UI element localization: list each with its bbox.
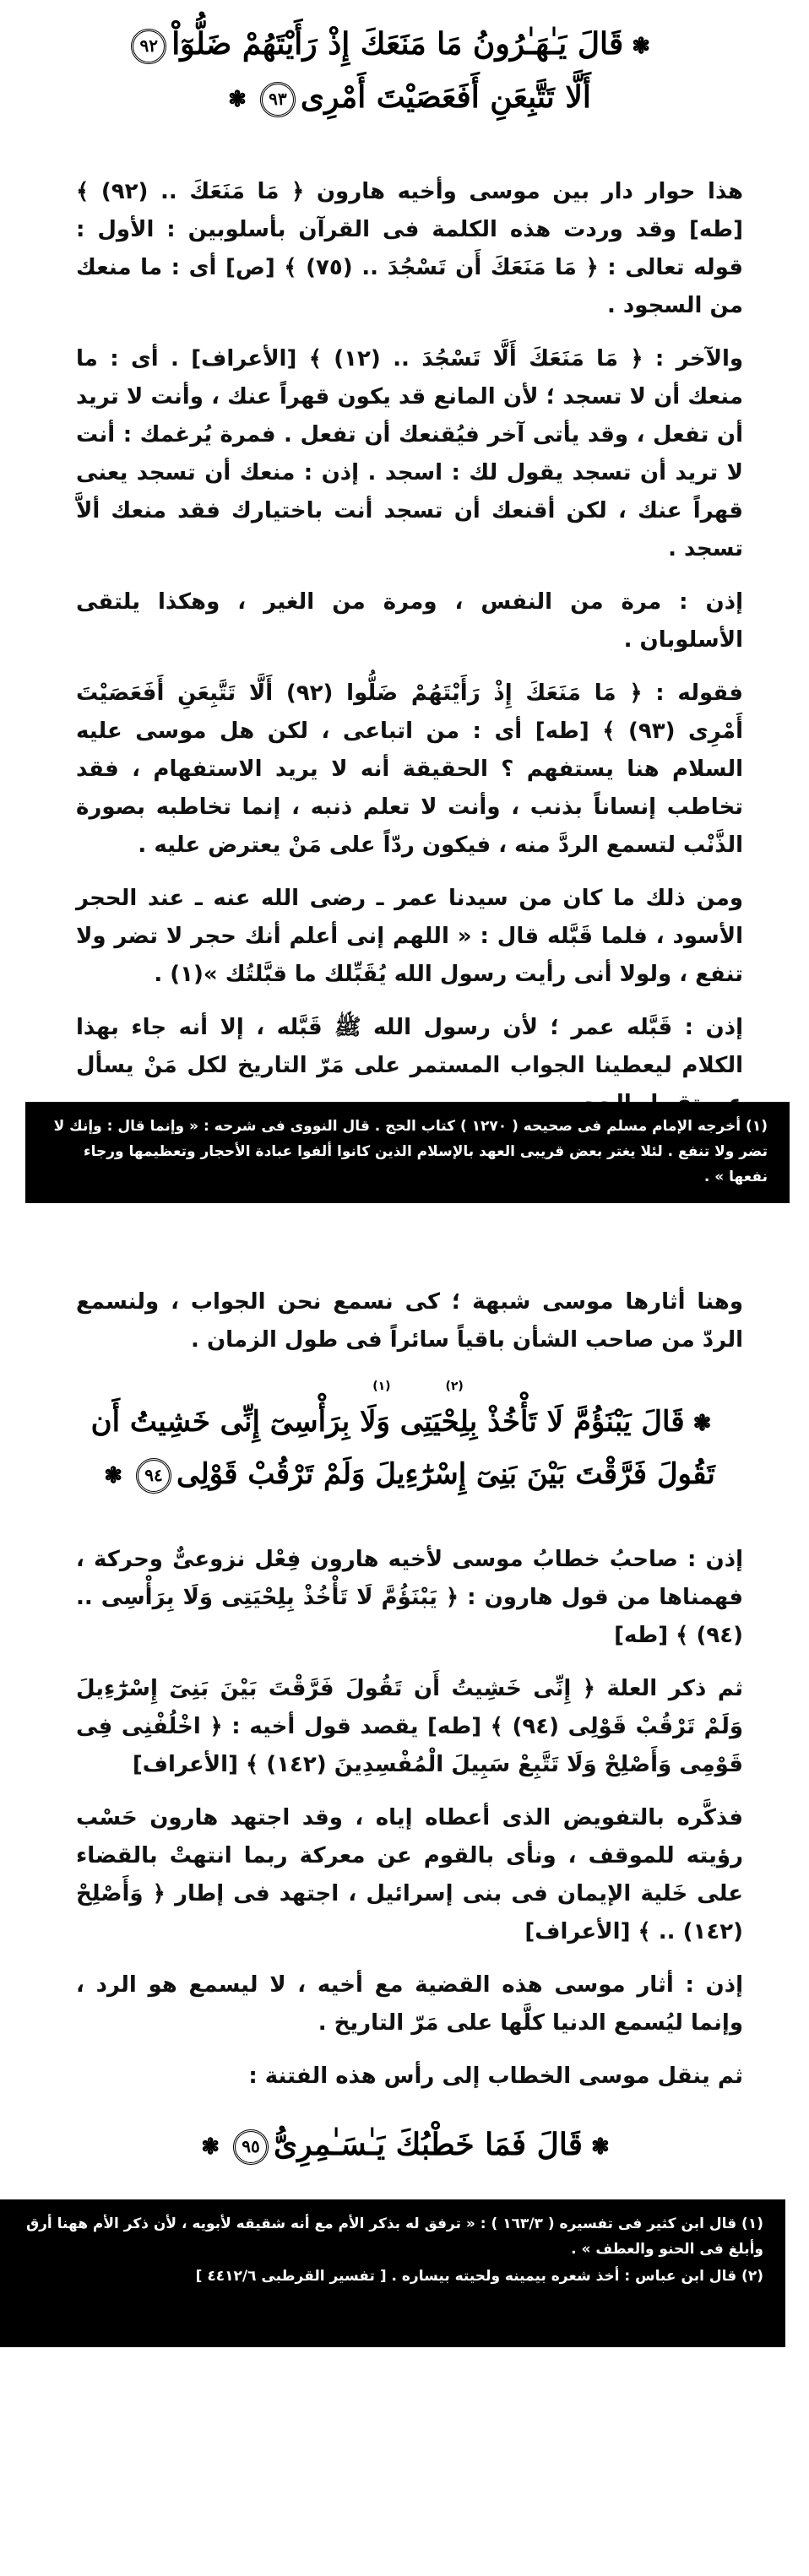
- verse-number: ٩٣: [260, 82, 296, 117]
- ornament-icon: ❃: [632, 34, 650, 59]
- paragraph: إذن : صاحبُ خطابُ موسى لأخيه هارون فِعْل نزوعىٌّ وحركة ، فهمناها من قول هارون : ﴿ يَبْنَؤُمَّ لَا تَأْخُذْ بِلِحْيَتِى وَلَا بِرَأْسِى .. (٩٤) ﴾ [طه]: [76, 1547, 743, 1648]
- verse-header: [139, 19, 659, 154]
- verse-number: ٩٥: [233, 2129, 269, 2165]
- footnote: (١) أخرجه الإمام مسلم فى صحيحه ( ١٢٧٠ ) كتاب الحج . قال النووى فى شرحه : « وإنما قال : وإنك لا تضر ولا تنفع . لئلا يغتر بعض قريبى العهد بالإسلام الذين كانوا ألفوا عبادة الأحجار وتعظيمها ورجاء نفعها » .: [53, 1118, 768, 1185]
- footnote-box: [25, 1102, 790, 1203]
- paragraph: ثم ينقل موسى الخطاب إلى رأس هذه الفتنة :: [248, 2064, 743, 2089]
- verse-line-1: [139, 19, 659, 72]
- footnote-mark: (١): [372, 1380, 391, 1393]
- footnote-marks: [51, 1376, 760, 1396]
- verse-number: ٩٤: [136, 1458, 171, 1494]
- paragraph: إذن : أثار موسى هذه القضية مع أخيه ، لا ليسمع هو الرد ، وإنما ليُسمع الدنيا كلَّها على مَرّ التاريخ .: [76, 1972, 743, 2036]
- paragraph: هذا حوار دار بين موسى وأخيه هارون ﴿ مَا مَنَعَكَ .. (٩٢) ﴾ [طه] وقد وردت هذه الكلمة فى القرآن بأسلوبين : الأول : قوله تعالى : ﴿ مَا مَنَعَكَ أَن تَسْجُدَ .. (٧٥) ﴾ [ص] أى : ما منعك من السجود .: [76, 179, 743, 318]
- verse-number: ٩٢: [131, 29, 166, 64]
- paragraph: والآخر : ﴿ مَا مَنَعَكَ أَلَّا تَسْجُدَ .. (١٢) ﴾ [الأعراف] . أى : ما منعك أن لا تسجد ؛ لأن المانع قد يكون قهراً عنك ، وأنت لا تريد أن تفعل ، وقد يأتى آخر فيُقنعك أن تفعل . فمرة يُرغمك : أنت لا تريد أن تسجد يقول لك : اسجد . إذن : منعك أن تسجد يعنى قهراً عنك ، لكن أقنعك أن تسجد أنت باختيارك فقد منعك ألاَّ تسجد .: [76, 346, 744, 561]
- verse-line-1: [51, 1396, 760, 1449]
- verse-block: [51, 1376, 760, 1520]
- paragraph: ثم ذكر العلة ﴿ إِنِّى خَشِيتُ أَن تَقُولَ فَرَّقْتَ بَيْنَ بَنِىٓ إِسْرَٰٓءِيلَ وَلَمْ تَرْقُبْ قَوْلِى (٩٤) ﴾ [طه] يقصد قول أخيه : ﴿ اخْلُفْنِى فِى قَوْمِى وَأَصْلِحْ وَلَا تَتَّبِعْ سَبِيلَ الْمُفْسِدِينَ (١٤٢) ﴾ [الأعراف]: [76, 1676, 743, 1777]
- verse-line-2: [152, 72, 659, 125]
- footnote: (٢) قال ابن عباس : أخذ شعره بيمينه ولحيته بيساره . [ تفسير القرطبى ٤٤١٢/٦ ]: [195, 2268, 763, 2285]
- paragraph: ومن ذلك ما كان من سيدنا عمر ـ رضى الله عنه ـ عند الحجر الأسود ، فلما قَبَّله قال : « اللهم إنى أعلم أنك حجر لا تضر ولا تنفع ، ولولا أنى رأيت رسول الله يُقَبِّلك ما قبَّلتُك »(١) .: [76, 886, 743, 987]
- body-text: [76, 1541, 743, 2111]
- paragraph: فذكَّره بالتفويض الذى أعطاه إياه ، وقد اجتهد هارون حَسْب رؤيته للموقف ، ونأى بالقوم عن معركة ربما انتهتْ بالقضاء على خَلية الإيمان فى بنى إسرائيل ، اجتهد فى إطار ﴿ وَأَصْلِحْ (١٤٢) .. ﴾ [الأعراف]: [76, 1805, 743, 1944]
- page-2: [0, 1250, 809, 2576]
- verse-line: [152, 2119, 659, 2172]
- paragraph: فقوله : ﴿ مَا مَنَعَكَ إِذْ رَأَيْتَهُمْ ضَلُّوا (٩٢) أَلَّا تَتَّبِعَنِ أَفَعَصَيْتَ أَمْرِى (٩٣) ﴾ [طه] أى : من اتباعى ، لكن هل موسى عليه السلام هنا يستفهم ؟ الحقيقة أنه لا يريد الاستفهام ، فقد تخاطب إنساناً بذنب ، وأنت لا تعلم ذنبه ، إنما تخاطبه بصورة الذَّنْب لتسمع الردَّ منه ، فيكون ردّاً على مَنْ يعترض عليه .: [76, 681, 743, 858]
- verse-text: قَالَ فَمَا خَطْبُكَ يَـٰسَـٰمِرِىُّ: [274, 2127, 583, 2162]
- paragraph: إذن : قَبَّله عمر ؛ لأن رسول الله ﷺ قَبَّله ، إلا أنه جاء بهذا الكلام ليعطينا الجواب المستمر على مَرّ التاريخ لكل مَنْ يسأل: [76, 1015, 743, 1078]
- verse-text: قَالَ يَبْنَؤُمَّ لَا تَأْخُذْ بِلِحْيَتِى وَلَا بِرَأْسِىٓ إِنِّى خَشِيتُ أَن: [90, 1405, 685, 1439]
- paragraph: إذن : مرة من النفس ، ومرة من الغير ، وهكذا يلتقى الأسلوبان .: [76, 589, 743, 653]
- verse-text: قَالَ يَـٰهَـٰرُونُ مَا مَنَعَكَ إِذْ رَأَيْتَهُمْ ضَلُّوٓاْ: [171, 26, 624, 62]
- verse-text: تَقُولَ فَرَّقْتَ بَيْنَ بَنِىٓ إِسْرَٰٓءِيلَ وَلَمْ تَرْقُبْ قَوْلِى: [176, 1457, 715, 1491]
- body-text: [76, 173, 743, 1138]
- footnote-box: [0, 2199, 785, 2347]
- ornament-icon: ❃: [591, 2134, 610, 2160]
- verse-line-2: [51, 1449, 760, 1501]
- paragraph: وهنا أثارها موسى شبهة ؛ كى نسمع نحن الجواب ، ولنسمع الردّ من صاحب الشأن باقياً سائراً فى طول الزمان .: [76, 1289, 743, 1353]
- footnote: (١) قال ابن كثير فى تفسيره ( ١٦٣/٣ ) : « ترفق له بذكر الأم مع أنه شقيقه لأبويه ، لأن ذكر الأم ههنا أرق وأبلغ فى الحنو والعطف » .: [25, 2215, 763, 2258]
- ornament-icon: ❃: [228, 87, 247, 112]
- verse-block-bottom: [152, 2119, 659, 2178]
- intro-text: [76, 1283, 743, 1375]
- ornament-icon: ❃: [201, 2134, 220, 2160]
- ornament-icon: ❃: [692, 1411, 712, 1436]
- ornament-icon: ❃: [104, 1463, 122, 1489]
- footnote-mark: (٢): [445, 1380, 464, 1393]
- verse-text: أَلَّا تَتَّبِعَنِ أَفَعَصَيْتَ أَمْرِى: [300, 79, 591, 115]
- page-1: [0, 0, 809, 1250]
